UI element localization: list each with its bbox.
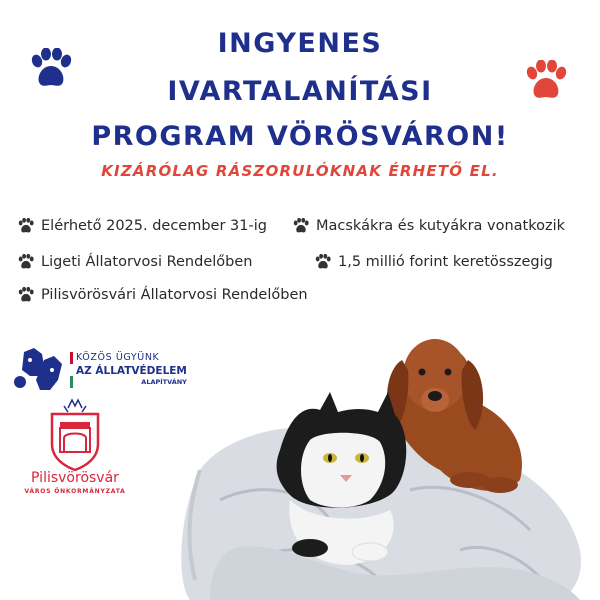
title-line-3: PROGRAM VÖRÖSVÁRON! — [91, 121, 509, 152]
paw-icon — [314, 254, 332, 270]
title-line-1: INGYENES — [217, 28, 383, 59]
feature-text: 1,5 millió forint keretösszegig — [338, 254, 553, 270]
town-subtitle: VÁROS ÖNKORMÁNYZATA — [24, 488, 126, 495]
feature-species — [292, 218, 565, 234]
feature-text: Macskákra és kutyákra vonatkozik — [316, 218, 566, 234]
feature-text: Pilisvörösvári Állatorvosi Rendelőben — [41, 287, 308, 303]
foundation-name-line2: AZ ÁLLATVÉDELEM — [76, 365, 187, 377]
feature-deadline — [17, 218, 267, 234]
paw-icon — [17, 287, 35, 303]
paw-icon — [17, 218, 35, 234]
feature-clinic-pilisvorosvar — [17, 287, 308, 303]
town-name: Pilisvörösvár — [31, 470, 119, 486]
feature-text: Ligeti Állatorvosi Rendelőben — [41, 254, 253, 270]
feature-text: Elérhető 2025. december 31-ig — [41, 218, 267, 234]
pets-photo — [170, 320, 600, 600]
hungarian-flag-stripe — [70, 352, 73, 388]
paw-icon — [292, 218, 310, 234]
foundation-name-line1: KÖZÖS ÜGYÜNK — [76, 352, 160, 363]
feature-clinic-ligeti — [17, 254, 252, 270]
foundation-name-line3: ALAPÍTVÁNY — [141, 378, 187, 386]
dog-cat-logo-icon — [14, 346, 66, 392]
subtitle: KIZÁRÓLAG RÁSZORULÓKNAK ÉRHETŐ EL. — [101, 162, 499, 180]
feature-budget — [314, 254, 553, 270]
paw-icon — [17, 254, 35, 270]
title-line-2: IVARTALANÍTÁSI — [167, 76, 433, 107]
town-crest-icon — [38, 398, 112, 472]
town-crest — [38, 398, 112, 476]
